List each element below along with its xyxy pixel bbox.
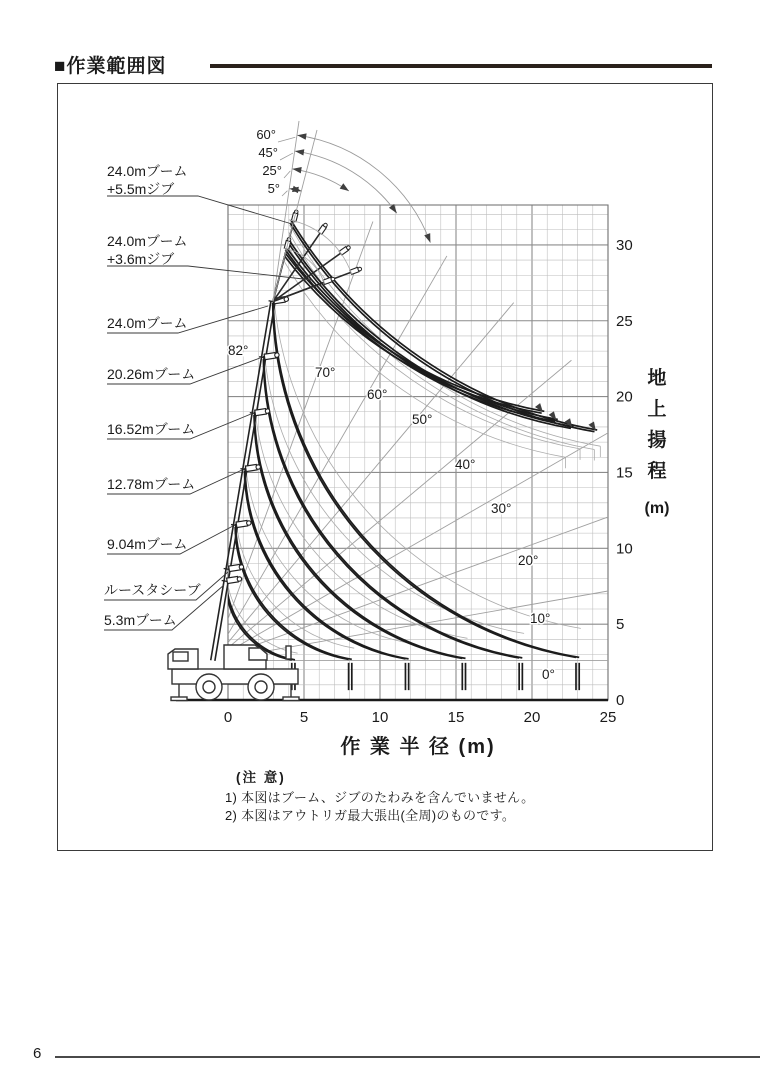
y-axis-char: 程 — [647, 461, 667, 482]
y-tick-label: 0 — [616, 692, 625, 709]
jib-tip-arc — [291, 220, 598, 430]
note-item: 2) 本図はアウトリガ最大張出(全周)のものです。 — [225, 808, 516, 823]
y-axis-title — [644, 363, 670, 524]
boom-config-label: 16.52mブーム — [107, 421, 196, 437]
boom-config-label: 24.0mブーム — [107, 233, 188, 249]
boom-angle-label: 82° — [228, 343, 249, 358]
boom-angle-label: 30° — [491, 501, 512, 516]
arrowhead — [295, 149, 304, 155]
jib-tip-arc — [288, 238, 574, 427]
boom-angle-label: 50° — [412, 412, 433, 427]
jib-line — [273, 233, 320, 301]
boom-angle-label: 70° — [315, 365, 336, 380]
y-tick-label: 25 — [616, 312, 633, 330]
x-tick-label: 0 — [223, 709, 233, 726]
boom-angle-radial — [231, 501, 652, 654]
jib-head — [350, 266, 362, 274]
boom-config-label: 9.04mブーム — [107, 536, 188, 552]
arrowhead — [424, 233, 430, 243]
boom-config-label: +5.5mジブ — [107, 181, 175, 197]
boom-angle-label: 10° — [530, 611, 551, 626]
y-axis-unit: (m) — [644, 500, 670, 517]
y-tick-label: 10 — [616, 540, 633, 558]
arrowhead — [292, 167, 301, 173]
boom-config-label: +3.6mジブ — [107, 251, 175, 267]
label-leader-line — [107, 196, 292, 224]
y-tick-label: 20 — [616, 388, 633, 406]
boom-angle-label: 0° — [542, 667, 555, 682]
boom-angle-label: 40° — [455, 457, 476, 472]
boom-config-label: ルースタシーブ — [104, 582, 201, 598]
crane-hook-post — [286, 646, 291, 659]
crane-chassis — [172, 669, 298, 684]
boom-config-label: 5.3mブーム — [104, 612, 177, 628]
crane-front-window — [173, 652, 188, 661]
arrowhead — [340, 183, 349, 191]
fan-label-leader — [282, 191, 287, 196]
y-tick-label: 5 — [616, 616, 625, 634]
y-tick-label: 15 — [616, 464, 633, 482]
footer-rule — [55, 1056, 760, 1058]
notes-heading: (注 意) — [236, 770, 286, 785]
companion-arc — [255, 409, 468, 638]
jib-offset-arc — [295, 151, 397, 213]
boom-config-label: 12.78mブーム — [107, 476, 196, 492]
jib-line — [273, 282, 324, 301]
overlay-curves — [211, 121, 596, 661]
boom-config-label: 20.26mブーム — [107, 366, 196, 382]
fan-label-leader — [278, 137, 295, 142]
x-tick-label: 5 — [299, 709, 309, 726]
jib-offset-angle-label: 60° — [256, 127, 276, 142]
x-tick-label: 15 — [447, 709, 465, 726]
y-axis-char: 揚 — [647, 430, 667, 451]
crane-illustration — [168, 645, 299, 701]
x-axis-title: 作 業 半 径 (m) — [340, 736, 496, 758]
jib-tip-arc — [287, 241, 571, 429]
jib-offset-angle-label: 5° — [267, 181, 280, 196]
x-tick-label: 20 — [523, 709, 541, 726]
jib-tip-arc — [285, 253, 544, 412]
boom-angle-radial — [228, 360, 571, 648]
outrigger-pad-left — [171, 697, 187, 701]
page-number: 6 — [33, 1045, 42, 1062]
boom-angle-label: 60° — [367, 387, 388, 402]
arrowhead — [297, 133, 306, 139]
arrowhead — [289, 187, 298, 193]
y-tick-label: 30 — [616, 236, 633, 254]
jib-offset-angle-label: 25° — [262, 163, 282, 178]
chart-labels — [104, 127, 633, 726]
boom-config-label: 24.0mブーム — [107, 315, 188, 331]
boom-angle-label: 20° — [518, 553, 539, 568]
jib-offset-angle-label: 45° — [258, 145, 278, 160]
page-title: ■作業範囲図 — [54, 56, 167, 77]
jib-light-arc — [284, 260, 566, 457]
y-axis-char: 地 — [647, 368, 667, 389]
fan-label-leader — [284, 171, 290, 178]
x-tick-label: 10 — [371, 709, 389, 726]
jib-tip-arc — [290, 223, 594, 432]
y-axis-char: 上 — [647, 399, 667, 420]
boom-config-label: 24.0mブーム — [107, 163, 188, 179]
fan-label-leader — [280, 153, 293, 160]
plot-border — [228, 205, 608, 700]
companion-arc — [236, 521, 354, 648]
outrigger-pad-right — [283, 697, 299, 701]
note-item: 1) 本図はブーム、ジブのたわみを含んでいません。 — [225, 790, 535, 805]
jib-tip-arc — [285, 250, 555, 421]
x-tick-label: 25 — [599, 709, 617, 726]
